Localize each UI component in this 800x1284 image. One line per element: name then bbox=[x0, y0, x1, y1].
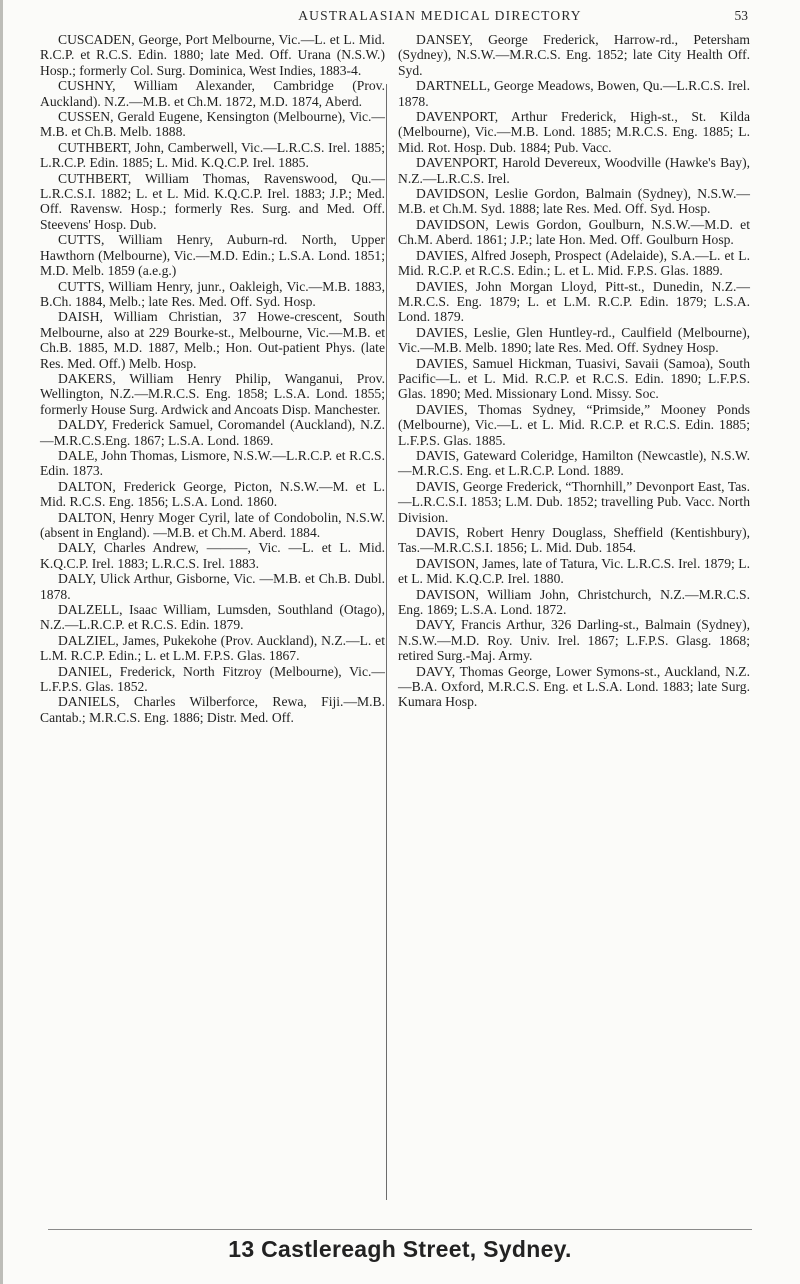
footer-rule bbox=[48, 1229, 752, 1230]
footer-address: 13 Castlereagh Street, Sydney. bbox=[228, 1236, 572, 1262]
directory-entry: DALZIEL, James, Pukekohe (Prov. Auckland), N.Z.—L. et L.M. R.C.P. Edin.; L. et L.M. F.P.S. Glas. 1867. bbox=[40, 632, 385, 664]
directory-entry: DALTON, Henry Moger Cyril, late of Condobolin, N.S.W. (absent in England). —M.B. et Ch.M. Aberd. 1884. bbox=[40, 509, 385, 540]
directory-entry: DAVIDSON, Lewis Gordon, Goulburn, N.S.W.—M.D. et Ch.M. Aberd. 1861; J.P.; late Hon. Med. Off. Goulburn Hosp. bbox=[398, 216, 750, 248]
page-number: 53 bbox=[734, 8, 748, 23]
directory-entry: DALE, John Thomas, Lismore, N.S.W.—L.R.C.P. et R.C.S. Edin. 1873. bbox=[40, 447, 385, 479]
directory-entry: DALY, Ulick Arthur, Gisborne, Vic. —M.B. et Ch.B. Dubl. 1878. bbox=[40, 571, 385, 602]
directory-entry: DAVENPORT, Arthur Frederick, High-st., St. Kilda (Melbourne), Vic.—M.B. Lond. 1885; M.R.C.S. Eng. 1885; L. Mid. Rot. Hosp. Dub. 1884; Pub. Vacc. bbox=[398, 109, 750, 155]
directory-entry: DAVISON, William John, Christchurch, N.Z.—M.R.C.S. Eng. 1869; L.S.A. Lond. 1872. bbox=[398, 586, 750, 618]
directory-entry: DAVISON, James, late of Tatura, Vic. L.R.C.S. Irel. 1879; L. et L. Mid. K.Q.C.P. Irel. 1880. bbox=[398, 555, 750, 587]
directory-entry: DANIELS, Charles Wilberforce, Rewa, Fiji.—M.B. Cantab.; M.R.C.S. Eng. 1886; Distr. Med. Off. bbox=[40, 694, 385, 725]
directory-entry: DAVIES, Thomas Sydney, “Primside,” Mooney Ponds (Melbourne), Vic.—L. et L. Mid. R.C.P. et R.C.S. Edin. 1885; L.F.P.S. Glas. 1885. bbox=[398, 401, 750, 448]
directory-entry: DAVIDSON, Leslie Gordon, Balmain (Sydney), N.S.W.—M.B. et Ch.M. Syd. 1888; late Res. Med. Off. Syd. Hosp. bbox=[398, 186, 750, 217]
directory-entry: DAVIES, Samuel Hickman, Tuasivi, Savaii (Samoa), South Pacific—L. et L. Mid. R.C.P. et R.C.S. Edin. 1890; L.F.P.S. Glas. 1890; Med. Missionary Lond. Missy. Soc. bbox=[398, 355, 750, 402]
directory-entry: DAVIES, John Morgan Lloyd, Pitt-st., Dunedin, N.Z.—M.R.C.S. Eng. 1879; L. et L.M. R.C.P. Edin. 1879; L.S.A. Lond. 1879. bbox=[398, 278, 750, 325]
directory-entry: DALDY, Frederick Samuel, Coromandel (Auckland), N.Z.—M.R.C.S.Eng. 1867; L.S.A. Lond. 1869. bbox=[40, 417, 385, 448]
column-divider bbox=[386, 84, 387, 1200]
directory-entry: DANIEL, Frederick, North Fitzroy (Melbourne), Vic.—L.F.P.S. Glas. 1852. bbox=[40, 663, 385, 695]
right-column bbox=[398, 32, 750, 710]
directory-entry: CUTTS, William Henry, Auburn-rd. North, Upper Hawthorn (Melbourne), Vic.—M.D. Edin.; L.S.A. Lond. 1851; M.D. Melb. 1859 (a.e.g.) bbox=[40, 232, 385, 279]
directory-entry: DAKERS, William Henry Philip, Wanganui, Prov. Wellington, N.Z.—M.R.C.S. Eng. 1858; L.S.A. Lond. 1855; formerly House Surg. Ardwick and Ancoats Disp. Manchester. bbox=[40, 370, 385, 417]
directory-entry: DALZELL, Isaac William, Lumsden, Southland (Otago), N.Z.—L.R.C.P. et R.C.S. Edin. 1879. bbox=[40, 602, 385, 633]
directory-entry: DALTON, Frederick George, Picton, N.S.W.—M. et L. Mid. R.C.S. Eng. 1856; L.S.A. Lond. 1860. bbox=[40, 478, 385, 510]
directory-entry: DAVIS, George Frederick, “Thornhill,” Devonport East, Tas.—L.R.C.S.I. 1853; L.M. Dub. 1852; travelling Pub. Vacc. North Division. bbox=[398, 478, 750, 525]
directory-entry: DAVIES, Alfred Joseph, Prospect (Adelaide), S.A.—L. et L. Mid. R.C.P. et R.C.S. Edin.; L. et L. Mid. F.P.S. Glas. 1889. bbox=[398, 247, 750, 279]
running-head: AUSTRALASIAN MEDICAL DIRECTORY bbox=[298, 8, 582, 23]
directory-entry: DAVENPORT, Harold Devereux, Woodville (Hawke's Bay), N.Z.—L.R.C.S. Irel. bbox=[398, 155, 750, 186]
directory-entry: CUTHBERT, William Thomas, Ravenswood, Qu.—L.R.C.S.I. 1882; L. et L. Mid. K.Q.C.P. Irel. 1883; J.P.; Med. Off. Ravensw. Hosp.; formerly Res. Surg. and Med. Off. Steevens' Hosp. Dub. bbox=[40, 170, 385, 232]
page-edge-rule bbox=[0, 0, 3, 1284]
directory-entry: CUTHBERT, John, Camberwell, Vic.—L.R.C.S. Irel. 1885; L.R.C.P. Edin. 1885; L. Mid. K.Q.C.P. Irel. 1885. bbox=[40, 139, 385, 171]
directory-entry: CUSHNY, William Alexander, Cambridge (Prov. Auckland). N.Z.—M.B. et Ch.M. 1872, M.D. 1874, Aberd. bbox=[40, 78, 385, 109]
directory-entry: CUSCADEN, George, Port Melbourne, Vic.—L. et L. Mid. R.C.P. et R.C.S. Edin. 1880; late Med. Off. Urana (N.S.W.) Hosp.; formerly Col. Surg. Dominica, West Indies, 1883-4. bbox=[40, 32, 385, 78]
directory-entry: DAVIES, Leslie, Glen Huntley-rd., Caulfield (Melbourne), Vic.—M.B. Melb. 1890; late Res. Med. Off. Sydney Hosp. bbox=[398, 324, 750, 356]
directory-entry: DANSEY, George Frederick, Harrow-rd., Petersham (Sydney), N.S.W.—M.R.C.S. Eng. 1852; late City Health Off. Syd. bbox=[398, 32, 750, 78]
directory-entry: DAVY, Thomas George, Lower Symons-st., Auckland, N.Z.—B.A. Oxford, M.R.C.S. Eng. et L.S.A. Lond. 1883; late Surg. Kumara Hosp. bbox=[398, 663, 750, 710]
directory-entry: DAISH, William Christian, 37 Howe-crescent, South Melbourne, also at 229 Bourke-st., Melbourne, Vic.—M.B. et Ch.B. 1885, M.D. 1887, Melb.; Hon. Out-patient Phys. (late Res. Med. Off.) Melb. Hosp. bbox=[40, 309, 385, 371]
directory-entry: DALY, Charles Andrew, ———, Vic. —L. et L. Mid. K.Q.C.P. Irel. 1883; L.R.C.S. Irel. 1883. bbox=[40, 540, 385, 571]
directory-entry: DAVIS, Gateward Coleridge, Hamilton (Newcastle), N.S.W.—M.R.C.S. Eng. et L.R.C.P. Lond. 1889. bbox=[398, 447, 750, 479]
directory-entry: DAVIS, Robert Henry Douglass, Sheffield (Kentishbury), Tas.—M.R.C.S.I. 1856; L. Mid. Dub. 1854. bbox=[398, 525, 750, 556]
directory-entry: DAVY, Francis Arthur, 326 Darling-st., Balmain (Sydney), N.S.W.—M.D. Roy. Univ. Irel. 1867; L.F.P.S. Glasg. 1868; retired Surg.-Maj. Army. bbox=[398, 617, 750, 664]
left-column bbox=[40, 32, 385, 725]
directory-entry: CUSSEN, Gerald Eugene, Kensington (Melbourne), Vic.—M.B. et Ch.B. Melb. 1888. bbox=[40, 109, 385, 140]
directory-entry: CUTTS, William Henry, junr., Oakleigh, Vic.—M.B. 1883, B.Ch. 1884, Melb.; late Res. Med. Off. Syd. Hosp. bbox=[40, 278, 385, 309]
directory-entry: DARTNELL, George Meadows, Bowen, Qu.—L.R.C.S. Irel. 1878. bbox=[398, 78, 750, 109]
